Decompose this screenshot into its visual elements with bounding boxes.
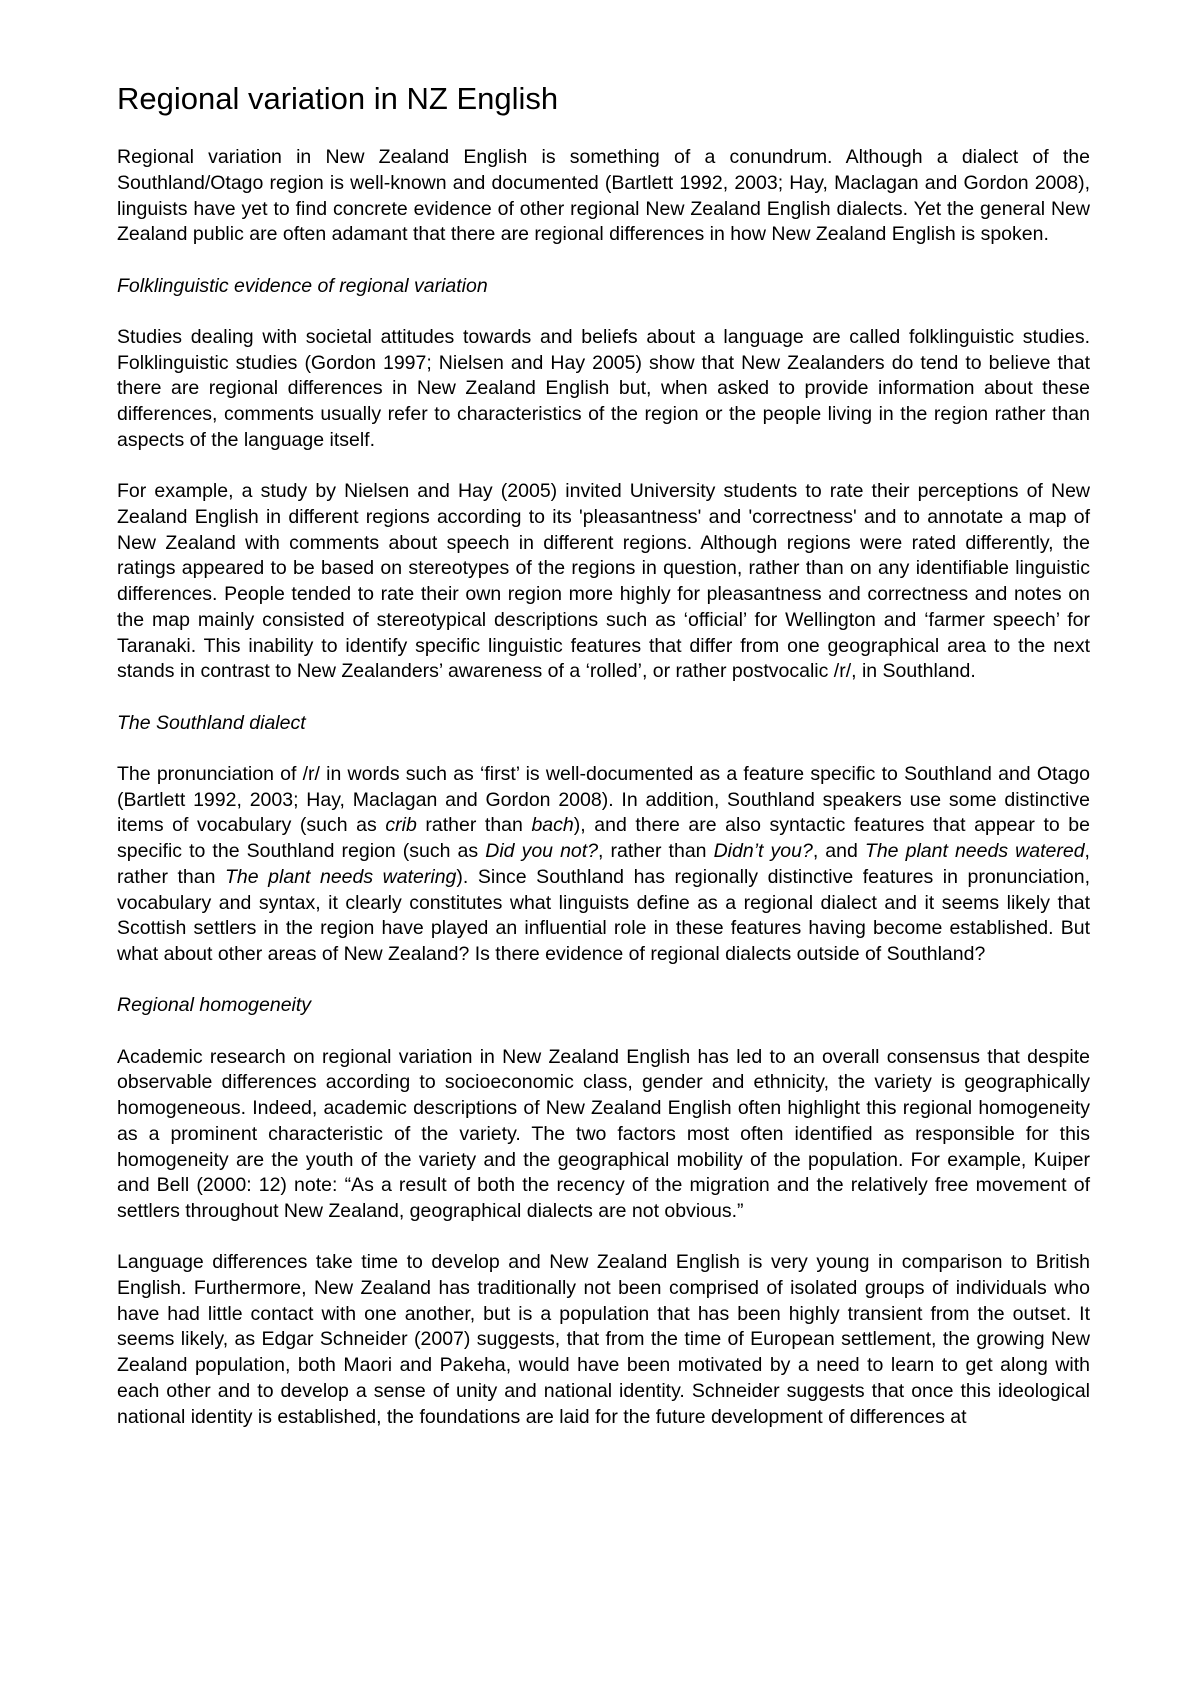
text-segment: , and bbox=[812, 840, 865, 863]
document-page bbox=[117, 80, 1090, 1456]
text-segment: , rather than bbox=[598, 840, 714, 863]
folklinguistic-paragraph-2: For example, a study by Nielsen and Hay (2005) invited University students to rate their perceptions of New Zealand English in different regions according to its 'pleasantness' and 'correctness' and to annotate a map of New Zealand with comments about speech in different regions. Although regions were rated differently, the ratings appeared to be based on stereotypes of the regions in question, rather than on any identifiable linguistic differences. People tended to rate their own region more highly for pleasantness and correctness and notes on the map mainly consisted of stereotypical descriptions such as ‘official’ for Wellington and ‘farmer speech’ for Taranaki. This inability to identify specific linguistic features that differ from one geographical area to the next stands in contrast to New Zealanders’ awareness of a ‘rolled’, or rather postvocalic /r/, in Southland. bbox=[117, 480, 1090, 683]
italic-example: The plant needs watered bbox=[864, 840, 1085, 863]
intro-paragraph: Regional variation in New Zealand English is something of a conundrum. Although a dialect of the Southland/Otago region is well-known and documented (Bartlett 1992, 2003; Hay, Maclagan and Gordon 2008), linguists have yet to find concrete evidence of other regional New Zealand English dialects. Yet the general New Zealand public are often adamant that there are regional differences in how New Zealand English is spoken. bbox=[117, 146, 1090, 246]
italic-example: bach bbox=[531, 814, 574, 837]
section-heading-southland: The Southland dialect bbox=[117, 711, 306, 734]
document-title: Regional variation in NZ English bbox=[117, 81, 559, 116]
text-segment: ), and there are also syntactic features that appear to be specific to the Southland region (such as bbox=[117, 814, 1090, 863]
text-segment: , rather than bbox=[117, 840, 1090, 888]
folklinguistic-paragraph-1: Studies dealing with societal attitudes towards and beliefs about a language are called folklinguistic studies. Folklinguistic studies (Gordon 1997; Nielsen and Hay 2005) show that New Zealanders do tend to believe that there are regional differences in New Zealand English but, when asked to provide information about these differences, comments usually refer to characteristics of the region or the people living in the region rather than aspects of the language itself. bbox=[117, 326, 1090, 451]
italic-example: Did you not? bbox=[485, 840, 599, 863]
text-segment: rather than bbox=[416, 814, 532, 837]
southland-paragraph bbox=[117, 762, 1090, 968]
homogeneity-paragraph-1: Academic research on regional variation in New Zealand English has led to an overall consensus that despite observable differences according to socioeconomic class, gender and ethnicity, the variety is geographically homogeneous. Indeed, academic descriptions of New Zealand English often highlight this regional homogeneity as a prominent characteristic of the variety. The two factors most often identified as responsible for this homogeneity are the youth of the variety and the geographical mobility of the population. For example, Kuiper and Bell (2000: 12) note: “As a result of both the recency of the migration and the relatively free movement of settlers throughout New Zealand, geographical dialects are not obvious.” bbox=[117, 1045, 1090, 1222]
italic-example: Didn’t you? bbox=[713, 840, 813, 863]
text-segment: ). Since Southland has regionally distinctive features in pronunciation, vocabulary and syntax, it clearly constitutes what linguists define as a regional dialect and it seems likely that Scottish settlers in the region have played an influential role in these features having become established. But what about other areas of New Zealand? Is there evidence of regional dialects outside of Southland? bbox=[117, 865, 1090, 965]
homogeneity-paragraph-2: Language differences take time to develop and New Zealand English is very young in comparison to British English. Furthermore, New Zealand has traditionally not been comprised of isolated groups of individuals who have had little contact with one another, but is a population that has been highly transient from the outset. It seems likely, as Edgar Schneider (2007) suggests, that from the time of European settlement, the growing New Zealand population, both Maori and Pakeha, would have been motivated by a need to learn to get along with each other and to develop a sense of unity and national identity. Schneider suggests that once this ideological national identity is established, the foundations are laid for the future development of differences at bbox=[117, 1251, 1090, 1428]
section-heading-folklinguistic: Folklinguistic evidence of regional variation bbox=[117, 274, 488, 297]
italic-example: crib bbox=[385, 814, 417, 837]
italic-example: The plant needs watering bbox=[225, 865, 457, 888]
section-heading-homogeneity: Regional homogeneity bbox=[117, 994, 312, 1017]
text-segment: The pronunciation of /r/ in words such as ‘first’ is well-documented as a feature specific to Southland and Otago (Bartlett 1992, 2003; Hay, Maclagan and Gordon 2008). In addition, Southland speakers use some distinctive items of vocabulary (such as bbox=[117, 762, 1090, 837]
